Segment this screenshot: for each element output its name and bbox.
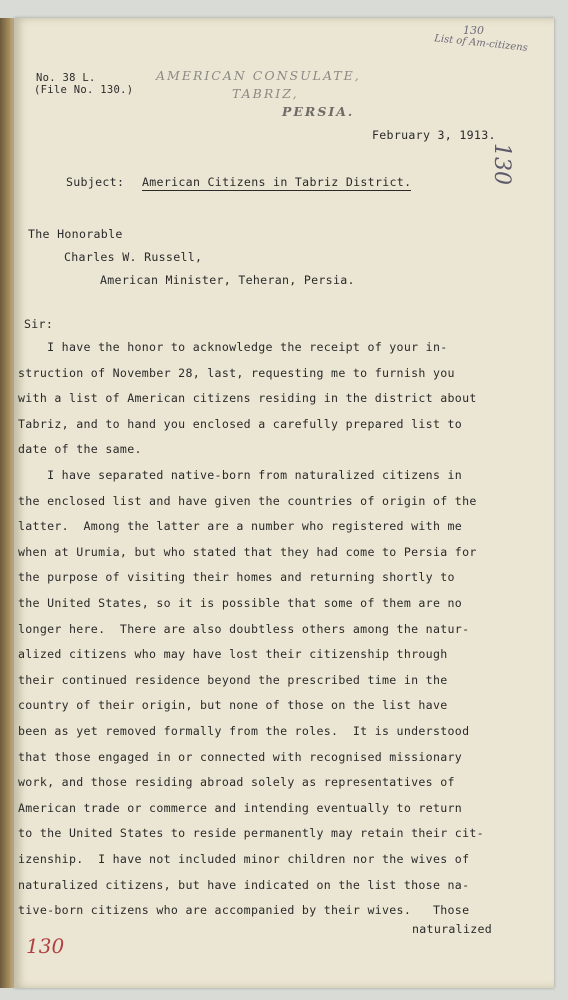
body-line: when at Urumia, but who stated that they had come to Persia for: [18, 544, 477, 559]
addressee-line1: The Honorable: [28, 227, 123, 241]
body-line: country of their origin, but none of those on the list have: [18, 698, 448, 713]
body-line: work, and those residing abroad solely as representatives of: [18, 775, 455, 790]
body-line: their continued residence beyond the prescribed time in the: [18, 672, 448, 687]
body-line: American trade or commerce and intending eventually to return: [18, 800, 463, 815]
letterhead-consulate: AMERICAN CONSULATE,: [156, 68, 361, 83]
body-line: date of the same.: [18, 442, 142, 457]
addressee-line2: Charles W. Russell,: [64, 250, 203, 264]
body-line: to the United States to reside permanently may retain their cit-: [18, 826, 484, 841]
margin-handwritten-number: 130: [489, 143, 514, 185]
body-line: latter. Among the latter are a number who registered with me: [18, 519, 463, 534]
body-line: the United States, so it is possible that some of them are no: [18, 596, 463, 610]
subject-label: Subject:: [66, 175, 125, 189]
subject-title: American Citizens in Tabriz District.: [142, 175, 412, 189]
body-line: I have separated native-born from naturalized citizens in: [18, 468, 463, 482]
body-line: naturalized citizens, but have indicated on the list those na-: [18, 877, 470, 892]
top-page-number: 130: [463, 24, 484, 37]
body-line: struction of November 28, last, requesting me to furnish you: [18, 365, 455, 380]
letterhead-country: PERSIA.: [282, 104, 355, 119]
body-line: the enclosed list and have given the countries of origin of the: [18, 493, 477, 508]
body-line: the purpose of visiting their homes and returning shortly to: [18, 570, 455, 585]
body-line: longer here. There are also doubtless others among the natur-: [18, 621, 470, 636]
body-line: alized citizens who may have lost their citizenship through: [18, 647, 448, 662]
top-handwritten-note: List of Am-citizens: [433, 33, 529, 54]
file-number-line1: No. 38 L.: [36, 72, 96, 84]
salutation: Sir:: [24, 317, 54, 331]
addressee-line3: American Minister, Teheran, Persia.: [100, 273, 355, 287]
body-line: that those engaged in or connected with recognised missionary: [18, 749, 463, 764]
body-line: tive-born citizens who are accompanied by their wives. Those: [18, 903, 470, 918]
body-line: izenship. I have not included minor children nor the wives of: [18, 852, 470, 866]
letter-date: February 3, 1913.: [372, 128, 496, 142]
body-line: been as yet removed formally from the roles. It is understood: [18, 724, 470, 738]
body-line: I have the honor to acknowledge the receipt of your in-: [18, 340, 448, 354]
file-number-line2: (File No. 130.): [34, 84, 134, 96]
body-line: with a list of American citizens residing in the district about: [18, 391, 477, 406]
body-line: Tabriz, and to hand you enclosed a carefully prepared list to: [18, 416, 463, 431]
bottom-page-number: 130: [26, 934, 65, 958]
catchword: naturalized: [412, 922, 493, 936]
letterhead-city: TABRIZ,: [232, 86, 299, 101]
document-page: [14, 18, 554, 988]
